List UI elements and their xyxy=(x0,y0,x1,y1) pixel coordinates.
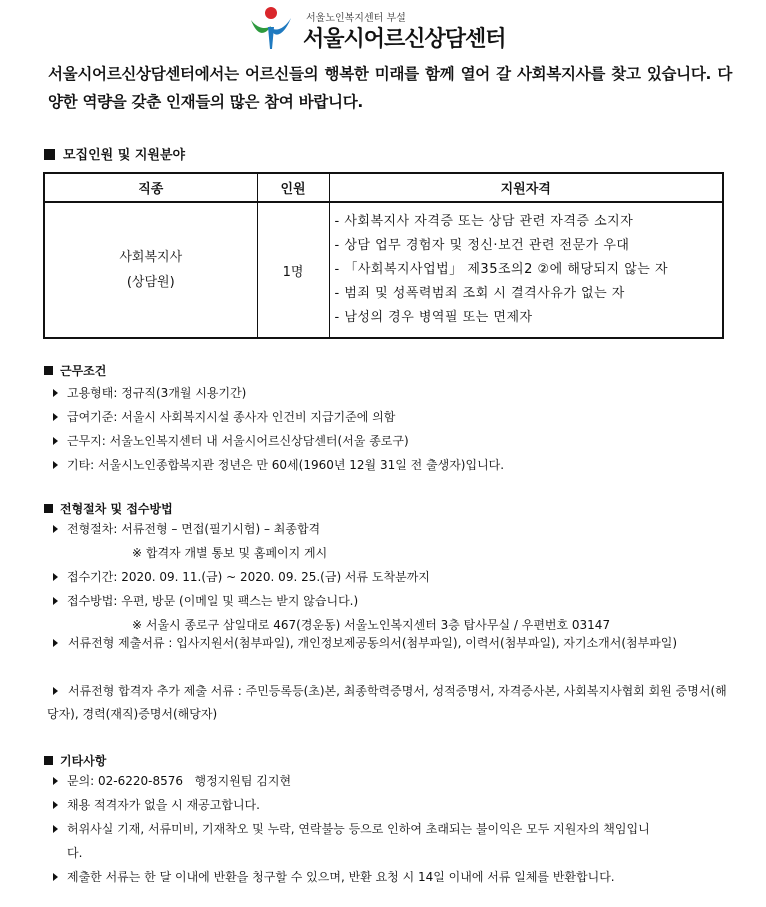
triangle-bullet-icon xyxy=(53,597,58,605)
triangle-bullet-icon xyxy=(53,777,58,785)
square-bullet-icon xyxy=(44,366,53,375)
list-item: 고용형태: 정규직(3개월 시용기간) xyxy=(53,381,504,405)
job-title: 사회복지사 xyxy=(119,250,183,265)
logo-title: 서울시어르신상담센터 xyxy=(303,27,506,52)
triangle-bullet-icon xyxy=(53,525,58,533)
table-row xyxy=(44,202,723,338)
count-cell: 1명 xyxy=(257,202,329,338)
list-item: 서류전형 제출서류 : 입사지원서(첨부파일), 개인정보제공동의서(첨부파일), 이력서(첨부파일), 자기소개서(첨부파일) xyxy=(47,632,732,655)
section-title-misc: 기타사항 xyxy=(44,752,106,769)
list-item: 서류전형 합격자 추가 제출 서류 : 주민등록등(초)본, 최종학력증명서, 성적증명서, 자격증사본, 사회복지사협회 회원 증명서(해당자), 경력(재직)증명서(해당자) xyxy=(47,684,727,721)
list-item: 채용 적격자가 없을 시 재공고합니다. xyxy=(53,793,663,817)
triangle-bullet-icon xyxy=(53,825,58,833)
triangle-bullet-icon xyxy=(53,801,58,809)
qualification-item: - 남성의 경우 병역필 또는 면제자 xyxy=(334,310,533,325)
triangle-bullet-icon xyxy=(53,413,58,421)
recruit-table xyxy=(43,172,724,339)
list-item: 접수기간: 2020. 09. 11.(금) ~ 2020. 09. 25.(금) 서류 도착분까지 xyxy=(53,565,733,589)
col-header-job: 직종 xyxy=(44,173,257,202)
section-title-conditions: 근무조건 xyxy=(44,362,106,379)
logo-subtitle: 서울노인복지센터 부설 xyxy=(306,13,406,24)
triangle-bullet-icon xyxy=(53,639,58,647)
list-item: 제출한 서류는 한 달 이내에 반환을 청구할 수 있으며, 반환 요청 시 14일 이내에 서류 일체를 반환합니다. xyxy=(53,865,663,889)
col-header-qualification: 지원자격 xyxy=(329,173,723,202)
square-bullet-icon xyxy=(44,149,55,160)
qualification-cell xyxy=(329,202,723,338)
list-item: 허위사실 기재, 서류미비, 기재착오 및 누락, 연락불능 등으로 인하여 초래되는 불이익은 모두 지원자의 책임입니다. xyxy=(53,817,663,865)
list-item: 근무지: 서울노인복지센터 내 서울시어르신상담센터(서울 종로구) xyxy=(53,429,504,453)
square-bullet-icon xyxy=(44,504,53,513)
intro-paragraph: 서울시어르신상담센터에서는 어르신들의 행복한 미래를 함께 열어 갈 사회복지사를 찾고 있습니다. 다양한 역량을 갖춘 인재들의 많은 참여 바랍니다. xyxy=(48,65,732,111)
list-note: ※ 서울시 종로구 삼일대로 467(경운동) 서울노인복지센터 3층 탑사무실 / 우편번호 03147 xyxy=(132,618,611,632)
misc-list xyxy=(53,769,663,889)
section-title-recruit: 모집인원 및 지원분야 xyxy=(44,144,185,163)
triangle-bullet-icon xyxy=(53,437,58,445)
triangle-bullet-icon xyxy=(53,873,58,881)
list-item: 기타: 서울시노인종합복지관 정년은 만 60세(1960년 12월 31일 전 출생자)입니다. xyxy=(53,453,504,477)
triangle-bullet-icon xyxy=(53,687,58,695)
triangle-bullet-icon xyxy=(53,461,58,469)
list-note: ※ 합격자 개별 통보 및 홈페이지 게시 xyxy=(132,546,328,560)
qualification-item: - 범죄 및 성폭력범죄 조회 시 결격사유가 없는 자 xyxy=(334,286,625,301)
list-item: 접수방법: 우편, 방문 (이메일 및 팩스는 받지 않습니다.) xyxy=(53,589,733,613)
square-bullet-icon xyxy=(44,756,53,765)
conditions-list xyxy=(53,381,504,477)
job-cell xyxy=(44,202,257,338)
qualification-item: - 사회복지사 자격증 또는 상담 관련 자격증 소지자 xyxy=(334,214,634,229)
list-item: 급여기준: 서울시 사회복지시설 종사자 인건비 지급기준에 의함 xyxy=(53,405,504,429)
triangle-bullet-icon xyxy=(53,573,58,581)
list-item: 전형절차: 서류전형 – 면접(필기시험) – 최종합격 xyxy=(53,517,733,541)
job-role: (상담원) xyxy=(126,275,175,290)
qualification-item: - 「사회복지사업법」 제35조의2 ②에 해당되지 않는 자 xyxy=(334,262,668,277)
center-logo xyxy=(247,6,537,50)
qualification-item: - 상담 업무 경험자 및 정신·보건 관련 전문가 우대 xyxy=(334,238,630,253)
procedure-list xyxy=(53,517,733,637)
list-item: 문의: 02-6220-8576 행정지원팀 김지현 xyxy=(53,769,663,793)
section-title-procedure: 전형절차 및 접수방법 xyxy=(44,500,173,517)
triangle-bullet-icon xyxy=(53,389,58,397)
table-header-row xyxy=(44,173,723,202)
logo-mark-icon xyxy=(247,6,295,50)
col-header-count: 인원 xyxy=(257,173,329,202)
